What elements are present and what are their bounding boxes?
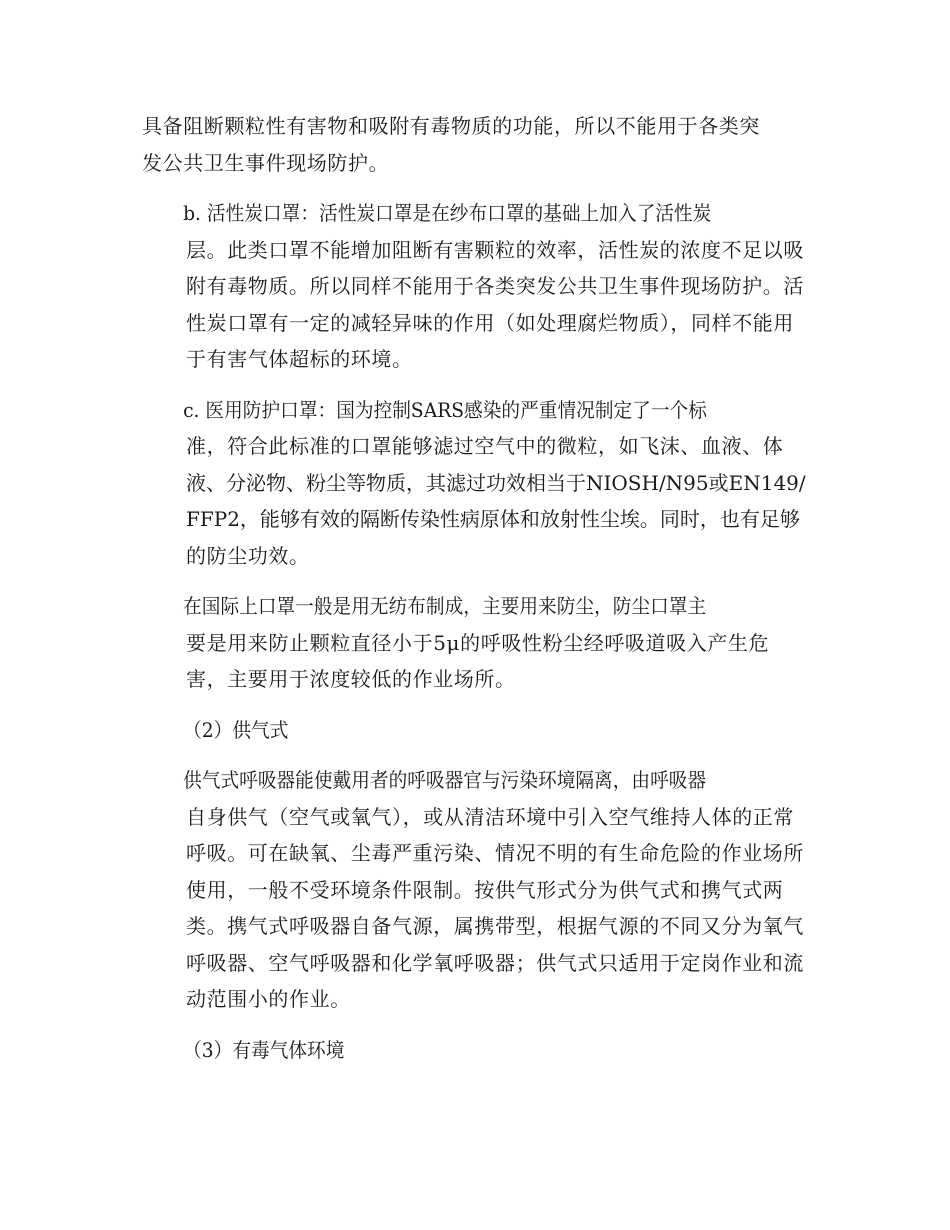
paragraph-activated-carbon-mask bbox=[142, 195, 807, 378]
text-line: 供气式呼吸器能使戴用者的呼吸器官与污染环境隔离，由呼吸器 bbox=[183, 768, 707, 792]
text-line: FFP2，能够有效的隔断传染性病原体和放射性尘埃。同时，也有足够 bbox=[186, 507, 800, 531]
paragraph-nonwoven-mask bbox=[142, 588, 807, 698]
text-line: 在国际上口罩一般是用无纺布制成，主要用来防尘，防尘口罩主 bbox=[183, 594, 707, 618]
text-line: 呼吸器、空气呼吸器和化学氧呼吸器；供气式只适用于定岗作业和流 bbox=[186, 950, 804, 975]
text-line: 液、分泌物、粉尘等物质，其滤过功效相当于NIOSH/N95或EN149/ bbox=[186, 470, 806, 495]
text-line: 附有毒物质。所以同样不能用于各类突发公共卫生事件现场防护。活 bbox=[186, 274, 804, 298]
text-line: 自身供气（空气或氧气），或从清洁环境中引入空气维持人体的正常 bbox=[186, 804, 794, 829]
text-line: 使用，一般不受环境条件限制。按供气形式分为供气式和携气式两 bbox=[186, 877, 784, 902]
text-line: c. 医用防护口罩：国为控制SARS感染的严重情况制定了一个标 bbox=[183, 397, 707, 422]
section-heading-supplied-air bbox=[142, 712, 807, 749]
paragraph-medical-mask bbox=[142, 392, 807, 575]
text-line: 害，主要用于浓度较低的作业场所。 bbox=[186, 667, 516, 691]
text-line: 准，符合此标准的口罩能够滤过空气中的微粒，如飞沫、血液、体 bbox=[186, 434, 784, 458]
text-line: 类。携气式呼吸器自备气源，属携带型，根据气源的不同又分为氧气 bbox=[186, 914, 804, 938]
text-line: 具备阻断颗粒性有害物和吸附有毒物质的功能，所以不能用于各类突 bbox=[142, 114, 760, 138]
text-line: 动范围小的作业。 bbox=[186, 987, 351, 1011]
text-line: 要是用来防止颗粒直径小于5μ的呼吸性粉尘经呼吸道吸入产生危 bbox=[186, 630, 770, 655]
document-page bbox=[142, 108, 807, 1068]
heading-text: （2）供气式 bbox=[183, 717, 289, 742]
text-line: b. 活性炭口罩：活性炭口罩是在纱布口罩的基础上加入了活性炭 bbox=[183, 201, 712, 225]
text-line: 呼吸。可在缺氧、尘毒严重污染、情况不明的有生命危险的作业场所 bbox=[186, 841, 804, 865]
text-line: 发公共卫生事件现场防护。 bbox=[142, 150, 390, 175]
text-line: 的防尘功效。 bbox=[186, 543, 310, 568]
paragraph-supplied-air bbox=[142, 762, 807, 1018]
text-line: 于有害气体超标的环境。 bbox=[186, 347, 413, 371]
text-line: 层。此类口罩不能增加阻断有害颗粒的效率，活性炭的浓度不足以吸 bbox=[186, 237, 804, 262]
text-line: 性炭口罩有一定的减轻异味的作用（如处理腐烂物质），同样不能用 bbox=[186, 310, 794, 335]
heading-text: （3）有毒气体环境 bbox=[183, 1037, 345, 1062]
section-heading-toxic-gas bbox=[142, 1032, 807, 1069]
paragraph-p1 bbox=[142, 108, 807, 181]
